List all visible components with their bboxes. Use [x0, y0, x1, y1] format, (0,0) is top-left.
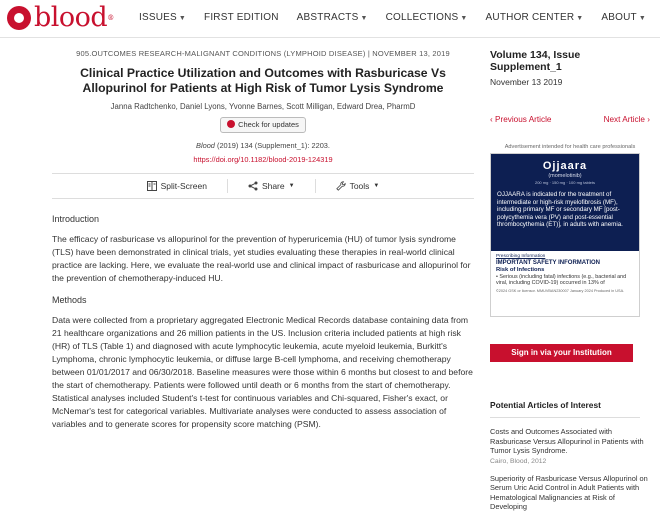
advertisement[interactable]	[490, 153, 640, 317]
share-icon	[248, 181, 258, 191]
logo-text: blood®	[34, 2, 114, 33]
chevron-right-icon: ›	[647, 115, 650, 124]
chevron-down-icon: ▼	[460, 15, 468, 22]
article-main	[52, 38, 474, 441]
chevron-down-icon: ▼	[373, 183, 380, 189]
potential-articles-heading: Potential Articles of Interest	[490, 400, 601, 410]
issue-volume-link[interactable]: Volume 134, Issue Supplement_1	[490, 49, 581, 73]
nav-author-center[interactable]: AUTHOR CENTER ▼	[485, 12, 584, 23]
share-button[interactable]: Share ▼	[248, 181, 295, 191]
split-screen-icon	[147, 181, 157, 191]
ad-generic-name: (momelotinib)	[548, 173, 582, 179]
article-navigation	[490, 115, 650, 124]
ad-brand: Ojjaara	[542, 160, 588, 172]
next-article-link[interactable]: Next Article ›	[603, 115, 650, 124]
citation: Blood (2019) 134 (Supplement_1): 2203.	[196, 141, 330, 150]
list-item[interactable]	[490, 474, 650, 512]
nav-issues[interactable]: ISSUES ▼	[138, 12, 187, 23]
issue-date: November 13 2019	[490, 77, 563, 87]
main-nav	[121, 12, 646, 23]
potential-article-source: Cairo, Blood, 2012	[490, 457, 547, 465]
ad-prescribing-link[interactable]: Prescribing Information	[496, 254, 546, 259]
methods-paragraph: Data were collected from a proprietary aggregated Electronic Medical Records database containing data from 21 healthcare organizations and 26 million patients in the US. Inclusion criteria included patients at high risk (HR) of TLS (Table 1) and diagnosed with acute lymphocytic leukemia, acute myeloid leukemia, Burkitt's Lymphoma, chronic lymphocytic leukemia, or diffuse large B-cell lymphoma, and receiving chemotherapy between 01/01/2017 and 06/30/2018. Baseline measures were those within 6 months but closest to and before the start of chemotherapy. Patients were followed until death or 6 months from the start of chemotherapy. Statistical analyses included Student's t-test for continuous variables and Chi-squared, Fisher's exact, or McNemar's test for categorical variables. Multivariate analyses were conducted to assess association of variables and to generate scores for propensity score matching (PSM).	[52, 315, 473, 429]
toolbar-divider	[315, 179, 316, 193]
potential-article-title[interactable]: Superiority of Rasburicase Versus Allopurinol on Serum Uric Acid Control in Adult Patients with Hematological Malignancies at Risk of Developing	[490, 473, 648, 511]
intro-paragraph: The efficacy of rasburicase vs allopurinol for the prevention of hyperuricemia (HU) of tumor lysis syndrome (TLS) have been demonstrated in clinical trials, yet studies evaluating these therapies in real-world clinical practice are lacking. Here, we evaluate the real-world use and clinical impact of rasburicase and allopurinol for the prevention of chemotherapy-induced HU.	[52, 234, 471, 283]
ad-label: Advertisement intended for health care professionals	[504, 144, 636, 150]
site-header	[0, 0, 660, 38]
chevron-down-icon: ▼	[638, 15, 646, 22]
chevron-down-icon: ▼	[288, 183, 295, 189]
sign-in-institution-button[interactable]: Sign in via your Institution	[490, 344, 633, 362]
doi-link[interactable]: https://doi.org/10.1182/blood-2019-124319	[193, 155, 333, 164]
article-meta: 905.OUTCOMES RESEARCH-MALIGNANT CONDITIONS (LYMPHOID DISEASE) | NOVEMBER 13, 2019	[76, 49, 450, 58]
article-title: Clinical Practice Utilization and Outcomes with Rasburicase Vs Allopurinol for Patients at High Risk of Tumor Lysis Syndrome	[80, 66, 446, 95]
check-for-updates-button[interactable]: Check for updates	[220, 117, 306, 133]
nav-collections[interactable]: COLLECTIONS ▼	[385, 12, 468, 23]
ad-isi-heading: IMPORTANT SAFETY INFORMATION	[496, 260, 600, 266]
list-item[interactable]	[490, 427, 650, 465]
ad-risk-bullet: • Serious (including fatal) infections (e.g., bacterial and viral, including COVID-19) occurred in 13% of	[496, 274, 627, 287]
ad-safety	[491, 251, 639, 296]
chevron-left-icon: ‹	[490, 115, 493, 124]
previous-article-link[interactable]: ‹ Previous Article	[490, 115, 552, 124]
divider	[490, 417, 640, 418]
intro-heading: Introduction	[52, 214, 100, 224]
nav-about[interactable]: ABOUT ▼	[601, 12, 646, 23]
split-screen-button[interactable]: Split-Screen	[147, 181, 207, 191]
potential-article-title[interactable]: Costs and Outcomes Associated with Rasburicase Versus Allopurinol in Patients with Tumor Lysis Syndrome.	[490, 427, 644, 455]
article-body	[52, 214, 474, 431]
blood-logo[interactable]	[7, 4, 114, 32]
nav-first-edition[interactable]: FIRST EDITION	[204, 12, 279, 23]
ad-banner	[491, 154, 639, 251]
wrench-icon	[336, 181, 346, 191]
chevron-down-icon: ▼	[360, 15, 368, 22]
ad-dose: 200 mg · 150 mg · 100 mg tablets	[534, 180, 596, 185]
article-date: NOVEMBER 13, 2019	[372, 49, 450, 58]
logo-drop-icon	[7, 6, 31, 30]
ad-risk-heading: Risk of Infections	[496, 267, 545, 273]
article-authors[interactable]: Janna Radtchenko, Daniel Lyons, Yvonne Barnes, Scott Milligan, Edward Drea, PharmD	[110, 102, 416, 111]
ad-indication: OJJAARA is indicated for the treatment of intermediate or high-risk myelofibrosis (MF), including primary MF or secondary MF [post-polycythemia vera (PV) and post-essential thrombocythemia (ET)], in adults with anemia.	[497, 191, 623, 229]
nav-abstracts[interactable]: ABSTRACTS ▼	[296, 12, 368, 23]
ad-footer: ©2024 GSK or licensor. MMUVBAN230007 January 2024 Produced in USA.	[496, 288, 625, 293]
article-section[interactable]: 905.OUTCOMES RESEARCH-MALIGNANT CONDITIONS (LYMPHOID DISEASE)	[76, 49, 366, 58]
chevron-down-icon: ▼	[576, 15, 584, 22]
sidebar	[490, 38, 650, 512]
methods-heading: Methods	[52, 295, 87, 305]
tools-button[interactable]: Tools ▼	[336, 181, 380, 191]
toolbar-divider	[227, 179, 228, 193]
crossmark-icon	[227, 120, 235, 128]
chevron-down-icon: ▼	[178, 15, 187, 22]
article-toolbar	[52, 173, 474, 199]
